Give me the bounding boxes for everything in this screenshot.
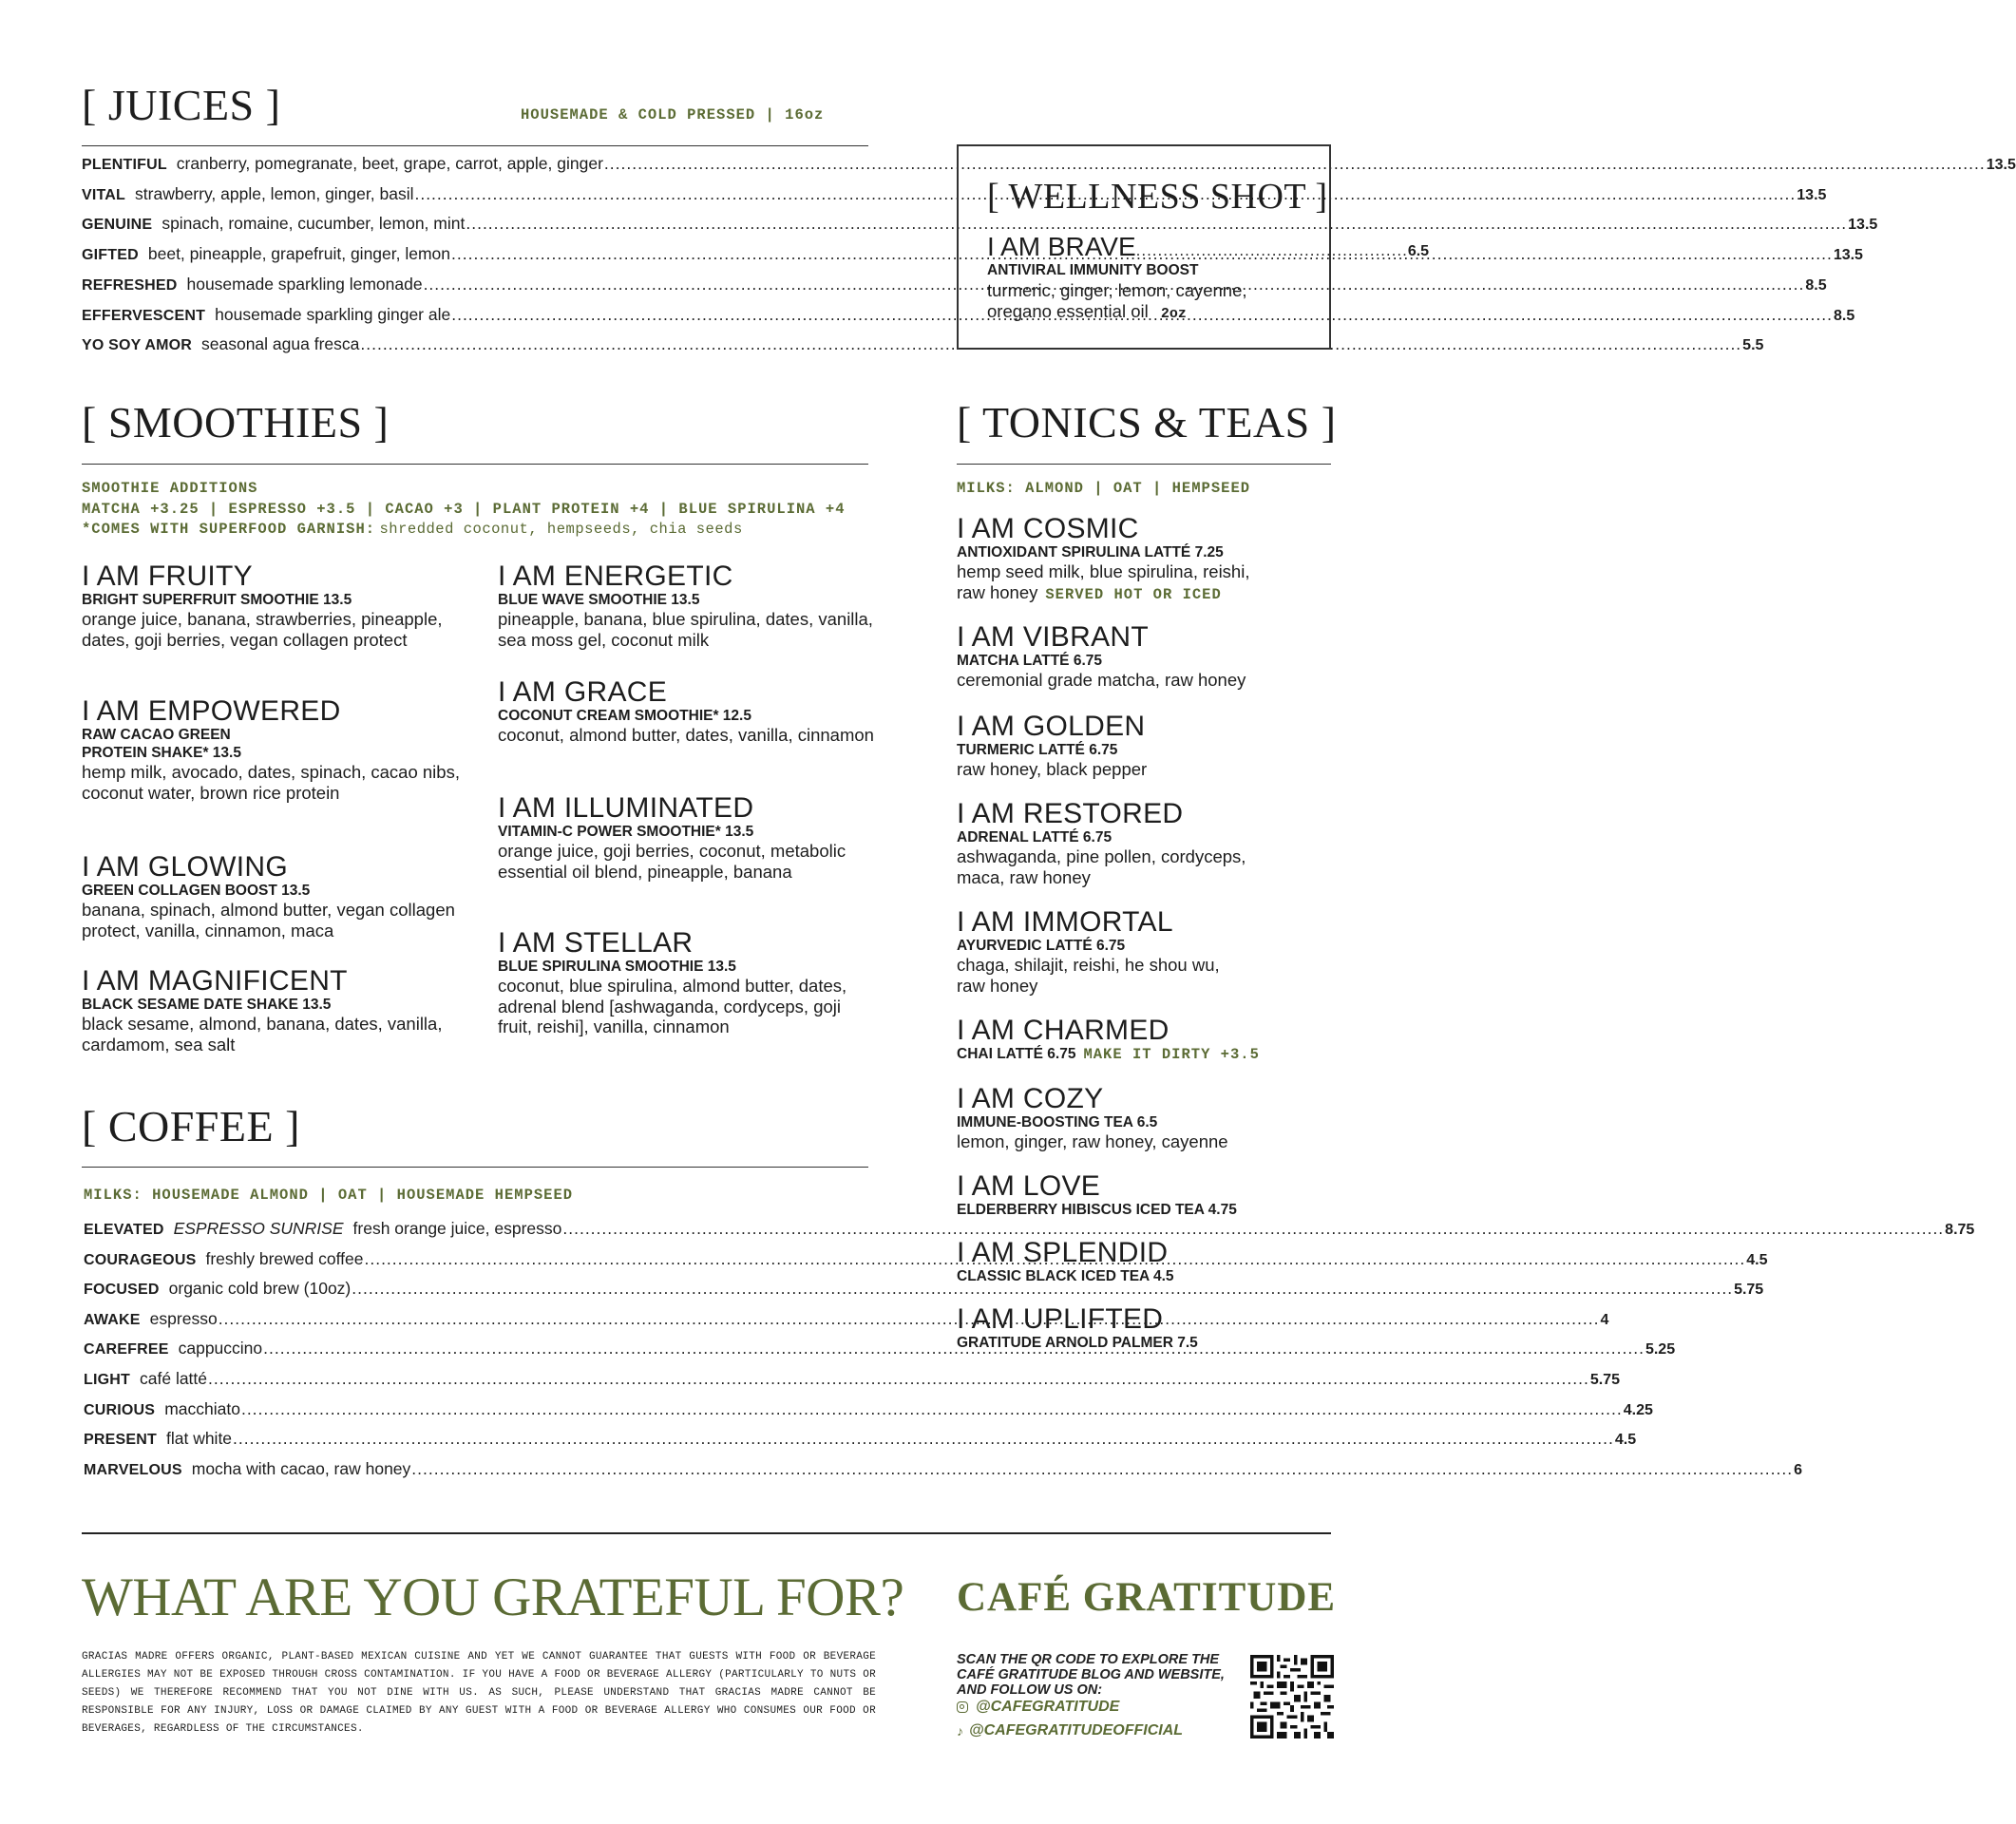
smoothie-description: black sesame, almond, banana, dates, vanilla, cardamom, sea salt	[82, 1014, 443, 1054]
smoothie-subtitle: BRIGHT SUPERFRUIT SMOOTHIE 13.5	[82, 592, 352, 608]
tonic-subtitle	[957, 1113, 1337, 1131]
leader-dots	[233, 1429, 1614, 1449]
tonic-description	[957, 976, 1337, 997]
instagram-icon	[957, 1701, 968, 1713]
tonics-divider	[957, 464, 1331, 465]
tonic-title: I AM VIBRANT	[957, 621, 1149, 653]
coffee-row	[84, 1279, 1764, 1303]
tiktok-link[interactable]	[957, 1722, 1183, 1739]
leader-dots	[562, 1219, 1944, 1239]
coffee-price: 8.75	[1945, 1222, 1975, 1238]
tonic-subtitle-text: ELDERBERRY HIBISCUS ICED TEA 4.75	[957, 1202, 1237, 1218]
tonic-subtitle-text: CHAI LATTÉ 6.75	[957, 1046, 1076, 1062]
leader-dots	[241, 1399, 1623, 1419]
coffee-description: fresh orange juice, espresso	[352, 1219, 562, 1238]
tonic-description: chaga, shilajit, reishi, he shou wu,	[957, 955, 1220, 975]
smoothie-item	[82, 562, 481, 650]
tonic-title: I AM COSMIC	[957, 513, 1139, 544]
coffee-price: 4.5	[1614, 1432, 1637, 1449]
footer-divider	[82, 1532, 1331, 1534]
juices-heading: [ JUICES ]	[82, 81, 281, 129]
smoothie-title: I AM STELLAR	[498, 927, 694, 959]
tonic-title: I AM CHARMED	[957, 1015, 1170, 1046]
tonic-title: I AM LOVE	[957, 1170, 1101, 1202]
tonic-description: lemon, ginger, raw honey, cayenne	[957, 1131, 1228, 1151]
tonic-description-text: raw honey	[957, 581, 1038, 602]
wellness-item-name: I AM BRAVE	[987, 232, 1136, 261]
smoothie-subtitle: COCONUT CREAM SMOOTHIE* 12.5	[498, 708, 751, 724]
tonic-description-text: maca, raw honey	[957, 866, 1091, 887]
footer-headline: WHAT ARE YOU GRATEFUL FOR?	[82, 1568, 904, 1627]
juice-price: 8.5	[1805, 276, 1827, 294]
smoothie-title: I AM ENERGETIC	[498, 560, 733, 592]
juice-description: cranberry, pomegranate, beet, grape, carrot, apple, ginger	[176, 154, 603, 173]
tonic-subtitle-text: AYURVEDIC LATTÉ 6.75	[957, 938, 1126, 954]
juice-price: 8.5	[1834, 307, 1855, 324]
juice-row	[82, 214, 1878, 238]
juice-description: housemade sparkling ginger ale	[215, 304, 451, 324]
tiktok-icon: ♪	[957, 1723, 963, 1738]
coffee-description: café latté	[140, 1369, 208, 1388]
tonic-description: ashwaganda, pine pollen, cordyceps,	[957, 846, 1246, 866]
juice-name: PLENTIFUL	[82, 157, 167, 173]
tonic-item	[957, 623, 1337, 691]
scan-text: SCAN THE QR CODE TO EXPLORE THE CAFÉ GRATITUDE BLOG AND WEBSITE, AND FOLLOW US ON:	[957, 1652, 1225, 1698]
smoothie-title: I AM GLOWING	[82, 851, 288, 883]
tonic-item	[957, 712, 1337, 780]
smoothie-description: banana, spinach, almond butter, vegan collagen protect, vanilla, cinnamon, maca	[82, 900, 455, 940]
wellness-item-size: 2oz	[1160, 306, 1187, 322]
wellness-shot-box	[957, 144, 1430, 350]
juice-description: spinach, romaine, cucumber, lemon, mint	[162, 214, 466, 234]
coffee-description: organic cold brew (10oz)	[168, 1279, 352, 1299]
juice-name: GIFTED	[82, 247, 139, 264]
smoothie-garnish-line	[82, 521, 743, 538]
smoothies-divider	[82, 464, 868, 465]
smoothie-item	[498, 678, 897, 746]
tonic-subtitle-text: ADRENAL LATTÉ 6.75	[957, 829, 1113, 846]
smoothie-subtitle: BLACK SESAME DATE SHAKE 13.5	[82, 997, 332, 1013]
coffee-name: COURAGEOUS	[84, 1251, 197, 1268]
coffee-description: espresso	[149, 1308, 218, 1328]
tonic-title: I AM RESTORED	[957, 798, 1184, 829]
smoothie-title: I AM GRACE	[498, 676, 668, 708]
juices-subtitle: HOUSEMADE & COLD PRESSED | 16oz	[521, 106, 825, 124]
smoothie-subtitle: BLUE SPIRULINA SMOOTHIE 13.5	[498, 959, 736, 975]
juice-row	[82, 154, 2016, 179]
wellness-heading: [ WELLNESS SHOT ]	[987, 177, 1328, 217]
coffee-price: 4	[1600, 1311, 1609, 1328]
smoothie-subtitle: VITAMIN-C POWER SMOOTHIE* 13.5	[498, 824, 754, 840]
juice-price: 13.5	[1848, 217, 1878, 234]
tonic-item	[957, 1085, 1337, 1152]
juice-price: 13.5	[1986, 157, 2016, 173]
wellness-item-desc-2	[987, 301, 1187, 322]
juice-description: beet, pineapple, grapefruit, ginger, lemon	[147, 244, 451, 264]
tonic-item	[957, 908, 1337, 996]
tonic-subtitle	[957, 937, 1337, 955]
juice-price: 13.5	[1833, 247, 1863, 264]
tonic-item	[957, 800, 1337, 887]
leader-dots	[364, 1249, 1745, 1269]
qr-code[interactable]	[1250, 1655, 1334, 1738]
juices-divider	[82, 145, 868, 146]
smoothie-garnish-label: *COMES WITH SUPERFOOD GARNISH:	[82, 521, 376, 538]
coffee-description: macchiato	[164, 1398, 240, 1418]
tonic-title: I AM SPLENDID	[957, 1237, 1169, 1268]
smoothie-item	[82, 697, 481, 803]
tonic-subtitle-text: ANTIOXIDANT SPIRULINA LATTÉ 7.25	[957, 544, 1224, 560]
tonic-description: hemp seed milk, blue spirulina, reishi,	[957, 561, 1250, 581]
wellness-leader-dots: ..................................................	[1135, 241, 1408, 259]
coffee-description: mocha with cacao, raw honey	[191, 1458, 411, 1478]
coffee-description: flat white	[165, 1429, 233, 1449]
smoothie-description: pineapple, banana, blue spirulina, dates, vanilla, sea moss gel, coconut milk	[498, 609, 873, 650]
tonics-subtitle: MILKS: ALMOND | OAT | HEMPSEED	[957, 480, 1251, 497]
tonic-subtitle	[957, 652, 1337, 670]
wellness-item-desc-1: turmeric, ginger, lemon, cayenne,	[987, 280, 1247, 300]
tonic-subtitle	[957, 543, 1337, 561]
tonic-description: raw honey, black pepper	[957, 759, 1148, 779]
wellness-item-desc-2-text: oregano essential oil	[987, 301, 1149, 321]
smoothie-title: I AM EMPOWERED	[82, 695, 341, 727]
coffee-row	[84, 1429, 1637, 1454]
tonic-description	[957, 867, 1337, 888]
wellness-item-price: 6.5	[1407, 243, 1430, 259]
leader-dots	[208, 1369, 1589, 1389]
coffee-drink-name: ESPRESSO SUNRISE	[173, 1219, 344, 1238]
tonic-subtitle-text: MATCHA LATTÉ 6.75	[957, 653, 1102, 669]
smoothies-heading: [ SMOOTHIES ]	[82, 398, 390, 446]
coffee-price: 6	[1794, 1461, 1802, 1478]
smoothie-subtitle: BLUE WAVE SMOOTHIE 13.5	[498, 592, 700, 608]
tonic-description	[957, 582, 1337, 606]
coffee-name: AWAKE	[84, 1311, 141, 1328]
allergy-disclaimer: GRACIAS MADRE OFFERS ORGANIC, PLANT-BASED MEXICAN CUISINE AND YET WE CANNOT GUARANTEE THAT GUESTS WITH FOOD OR BEVERAGE ALLERGIES MAY NOT BE EXPOSED THROUGH CROSS CONTAMINATION. IF YOU HAVE A FOOD OR BEVERAGE ALLERGY (PARTICULARLY TO NUTS OR SEEDS) WE THEREFORE RECOMMEND THAT YOU NOT DINE WITH US. AS SUCH, PLEASE UNDERSTAND THAT GRACIAS MADRE CANNOT BE RESPONSIBLE FOR ANY INJURY, LOSS OR DAMAGE CLAIMED BY ANY GUEST WITH A FOOD OR BEVERAGE ALLERGY WHO CONSUMES OUR FOOD OR BEVERAGES, REGARDLESS OF THE CIRCUMSTANCES.	[82, 1651, 876, 1735]
tonic-title: I AM UPLIFTED	[957, 1303, 1164, 1335]
smoothie-description: coconut, blue spirulina, almond butter, dates, adrenal blend [ashwaganda, cordyceps, goji fruit, reishi], vanilla, cinnamon	[498, 976, 847, 1036]
coffee-row	[84, 1219, 1975, 1244]
juice-name: VITAL	[82, 186, 126, 203]
coffee-heading: [ COFFEE ]	[82, 1102, 300, 1150]
coffee-name: PRESENT	[84, 1432, 157, 1449]
leader-dots	[411, 1459, 1793, 1479]
coffee-row	[84, 1458, 1802, 1484]
juice-description: seasonal agua fresca	[201, 334, 360, 354]
leader-dots	[352, 1279, 1733, 1299]
juice-description: strawberry, apple, lemon, ginger, basil	[135, 183, 414, 203]
smoothie-item	[498, 562, 897, 650]
smoothie-subtitle: GREEN COLLAGEN BOOST 13.5	[82, 883, 311, 899]
coffee-subtitle: MILKS: HOUSEMADE ALMOND | OAT | HOUSEMADE HEMPSEED	[84, 1187, 574, 1204]
coffee-name: FOCUSED	[84, 1282, 160, 1299]
smoothie-item	[82, 853, 481, 940]
tonic-item	[957, 1172, 1337, 1219]
smoothie-subtitle: RAW CACAO GREEN	[82, 727, 231, 743]
smoothie-title: I AM ILLUMINATED	[498, 792, 754, 824]
coffee-price: 5.75	[1734, 1282, 1764, 1299]
smoothie-description: orange juice, banana, strawberries, pineapple, dates, goji berries, vegan collagen protect	[82, 609, 443, 650]
tonic-title: I AM COZY	[957, 1083, 1104, 1114]
tiktok-handle: @CAFEGRATITUDEOFFICIAL	[969, 1722, 1184, 1738]
coffee-price: 4.5	[1746, 1251, 1768, 1268]
tonic-title: I AM GOLDEN	[957, 711, 1146, 742]
tonic-subtitle	[957, 1201, 1337, 1219]
coffee-row	[84, 1369, 1620, 1394]
coffee-row	[84, 1398, 1653, 1424]
tonic-subtitle-text: GRATITUDE ARNOLD PALMER 7.5	[957, 1335, 1198, 1351]
smoothie-description: orange juice, goji berries, coconut, metabolic essential oil blend, pineapple, banana	[498, 841, 846, 882]
tonics-heading: [ TONICS & TEAS ]	[957, 398, 1337, 446]
smoothie-subtitle: PROTEIN SHAKE* 13.5	[82, 745, 241, 761]
smoothie-additions: MATCHA +3.25 | ESPRESSO +3.5 | CACAO +3 | PLANT PROTEIN +4 | BLUE SPIRULINA +4	[82, 501, 846, 518]
smoothie-title: I AM MAGNIFICENT	[82, 965, 348, 997]
leader-dots	[219, 1309, 1600, 1329]
tonic-subtitle-text: TURMERIC LATTÉ 6.75	[957, 742, 1118, 758]
smoothie-item	[498, 929, 897, 1037]
tonic-subtitle-text: IMMUNE-BOOSTING TEA 6.5	[957, 1114, 1158, 1130]
wellness-item-subtitle: ANTIVIRAL IMMUNITY BOOST	[987, 262, 1199, 278]
tonic-title: I AM IMMORTAL	[957, 906, 1173, 938]
juice-name: GENUINE	[82, 217, 153, 234]
juice-name: EFFERVESCENT	[82, 307, 206, 324]
juice-price: 5.5	[1742, 337, 1764, 354]
smoothie-title: I AM FRUITY	[82, 560, 253, 592]
tonic-description: ceremonial grade matcha, raw honey	[957, 670, 1246, 690]
tonic-description-text: raw honey	[957, 975, 1038, 996]
coffee-name: LIGHT	[84, 1372, 130, 1388]
instagram-handle: @CAFEGRATITUDE	[976, 1699, 1120, 1715]
smoothie-description: coconut, almond butter, dates, vanilla, cinnamon	[498, 725, 874, 745]
juice-description: housemade sparkling lemonade	[186, 274, 423, 294]
coffee-price: 4.25	[1623, 1401, 1653, 1418]
coffee-divider	[82, 1167, 868, 1168]
coffee-name: MARVELOUS	[84, 1461, 182, 1478]
coffee-price: 5.75	[1589, 1372, 1620, 1388]
smoothie-item	[498, 794, 897, 882]
tonic-tag: SERVED HOT OR ICED	[1045, 585, 1222, 603]
tonic-item	[957, 515, 1337, 605]
smoothie-additions-label: SMOOTHIE ADDITIONS	[82, 480, 258, 497]
coffee-description: freshly brewed coffee	[205, 1248, 364, 1268]
smoothie-garnish-text: shredded coconut, hempseeds, chia seeds	[379, 521, 743, 538]
instagram-link[interactable]	[957, 1699, 1119, 1716]
tonic-item	[957, 1016, 1337, 1064]
tonic-tag: MAKE IT DIRTY +3.5	[1083, 1046, 1260, 1063]
coffee-name: CAREFREE	[84, 1341, 169, 1358]
coffee-name: ELEVATED	[84, 1222, 164, 1238]
tonic-subtitle	[957, 741, 1337, 759]
juice-name: YO SOY AMOR	[82, 337, 192, 354]
brand-logo: CAFÉ GRATITUDE	[957, 1575, 1337, 1620]
juice-name: REFRESHED	[82, 276, 178, 294]
leader-dots	[263, 1339, 1645, 1358]
coffee-description: cappuccino	[178, 1339, 263, 1358]
juice-row	[82, 334, 1764, 359]
tonic-subtitle-text: CLASSIC BLACK ICED TEA 4.5	[957, 1268, 1174, 1284]
coffee-price: 5.25	[1645, 1341, 1676, 1358]
tonic-subtitle	[957, 828, 1337, 846]
smoothie-item	[82, 967, 481, 1054]
tonic-subtitle	[957, 1045, 1337, 1064]
coffee-name: CURIOUS	[84, 1401, 156, 1418]
smoothie-description: hemp milk, avocado, dates, spinach, cacao nibs, coconut water, brown rice protein	[82, 762, 460, 803]
wellness-item-row	[987, 232, 1430, 262]
juice-price: 13.5	[1797, 186, 1827, 203]
